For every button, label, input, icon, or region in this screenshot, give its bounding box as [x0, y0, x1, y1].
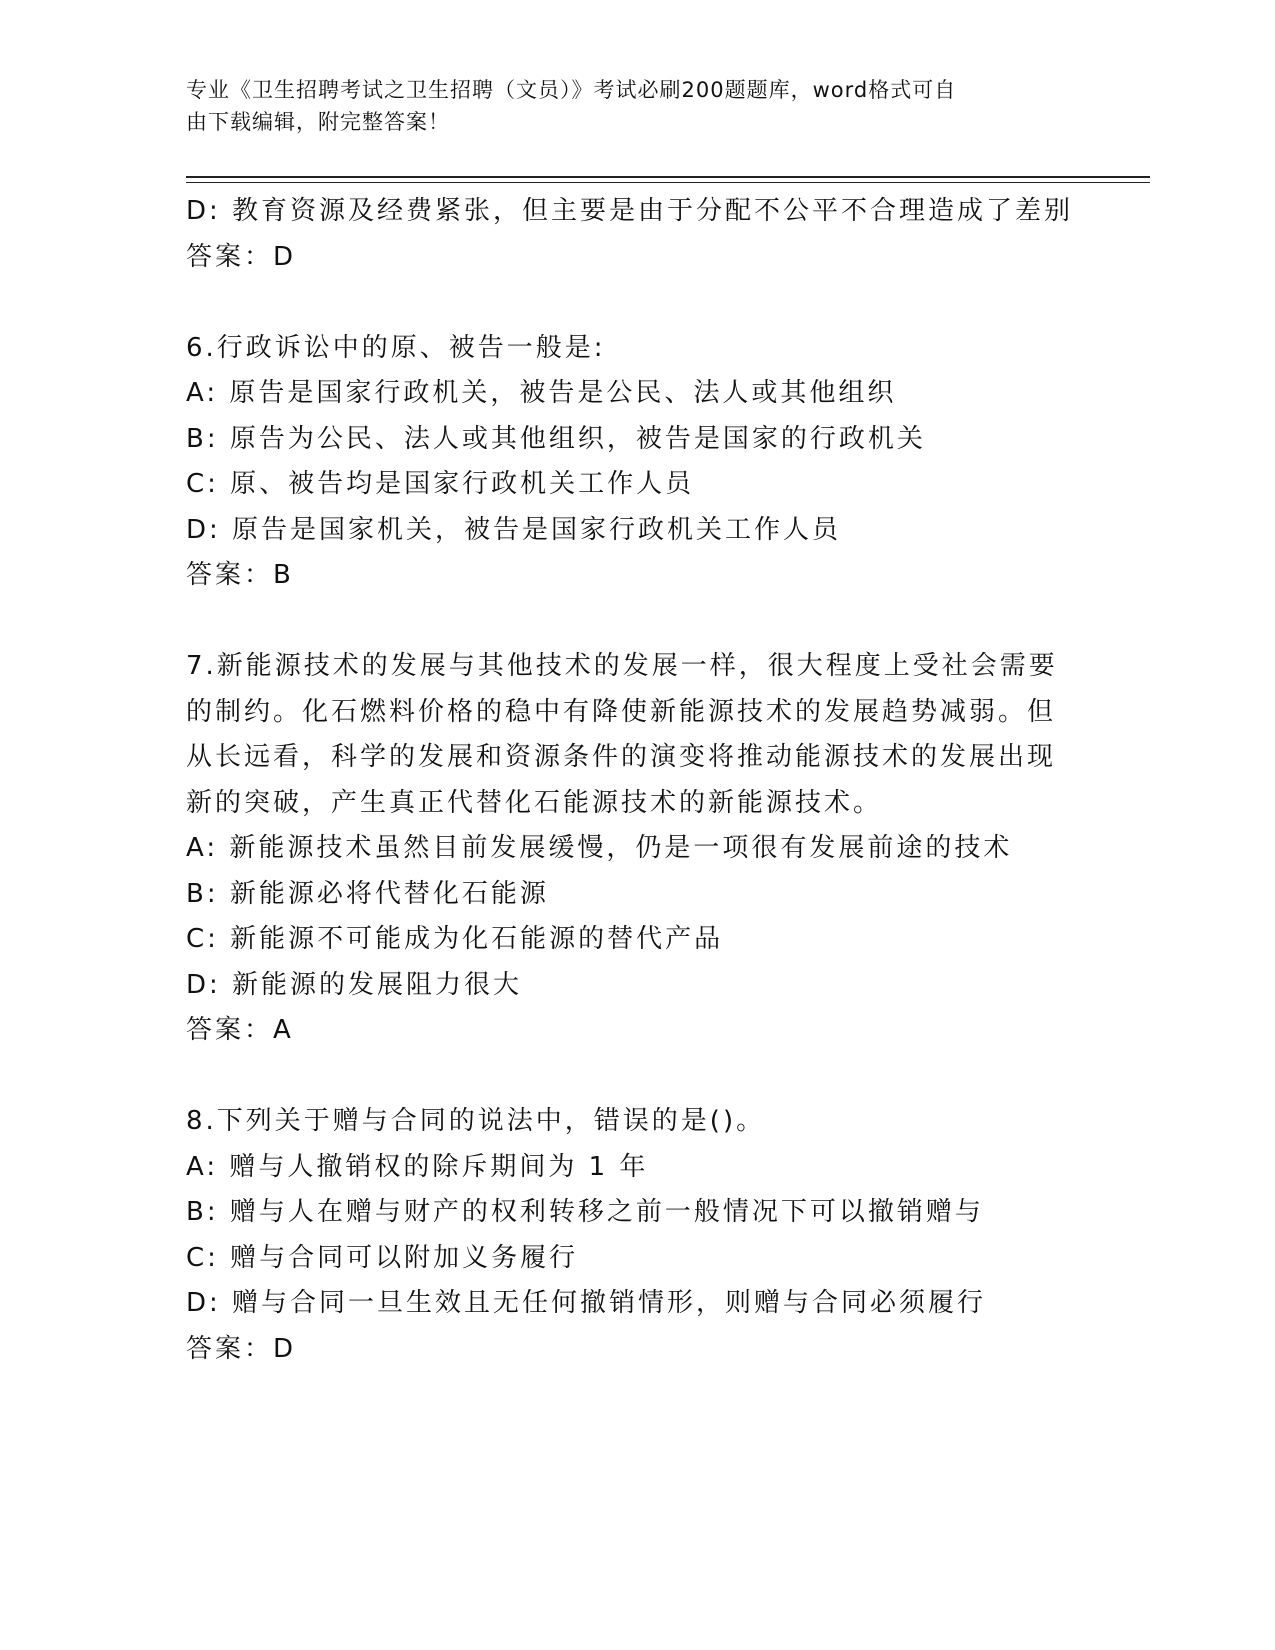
option-a: A: 新能源技术虽然目前发展缓慢，仍是一项很有发展前途的技术	[186, 833, 1013, 863]
question-list	[186, 189, 1116, 1372]
question-stem: 8.下列关于赠与合同的说法中，错误的是()。	[186, 1106, 766, 1136]
option-d: D: 赠与合同一旦生效且无任何撤销情形，则赠与合同必须履行	[186, 1288, 987, 1318]
answer-label: 答案：D	[186, 241, 297, 272]
document-header	[186, 74, 1066, 138]
answer-label: 答案：B	[186, 560, 294, 590]
option-d: D: 原告是国家机关，被告是国家行政机关工作人员	[186, 514, 842, 545]
header-line-2: 由下载编辑，附完整答案！	[186, 110, 450, 134]
spacer	[186, 280, 1116, 326]
header-divider-thin	[186, 182, 1150, 183]
question-stem-line-1: 7.新能源技术的发展与其他技术的发展一样，很大程度上受社会需要	[186, 651, 1058, 681]
question-5-tail	[186, 189, 1116, 280]
option-c: C: 原、被告均是国家行政机关工作人员	[186, 469, 695, 499]
question-stem-line-4: 新的突破，产生真正代替化石能源技术的新能源技术。	[186, 787, 883, 818]
spacer	[186, 599, 1116, 645]
option-b: B: 原告为公民、法人或其他组织，被告是国家的行政机关	[186, 423, 926, 454]
question-7	[186, 644, 1116, 1054]
answer-label: 答案：D	[186, 1333, 297, 1364]
question-stem: 6.行政诉讼中的原、被告一般是:	[186, 332, 606, 363]
option-b: B: 新能源必将代替化石能源	[186, 878, 549, 909]
header-divider-thick	[186, 176, 1150, 178]
option-d: D: 新能源的发展阻力很大	[186, 969, 523, 1000]
option-a: A: 原告是国家行政机关，被告是公民、法人或其他组织	[186, 378, 897, 408]
question-stem-line-3: 从长远看，科学的发展和资源条件的演变将推动能源技术的发展出现	[186, 742, 1057, 772]
option-d: D: 教育资源及经费紧张，但主要是由于分配不公平不合理造成了差别	[186, 196, 1074, 226]
spacer	[186, 1054, 1116, 1100]
question-8	[186, 1099, 1116, 1372]
option-a: A: 赠与人撤销权的除斥期间为 1 年	[186, 1151, 649, 1182]
option-c: C: 赠与合同可以附加义务履行	[186, 1242, 579, 1273]
question-stem-line-2: 的制约。化石燃料价格的稳中有降使新能源技术的发展趋势减弱。但	[186, 696, 1057, 727]
question-6	[186, 326, 1116, 599]
header-line-1: 专业《卫生招聘考试之卫生招聘（文员）》考试必刷200题题库，word格式可自	[186, 78, 957, 102]
answer-label: 答案：A	[186, 1015, 294, 1045]
option-c: C: 新能源不可能成为化石能源的替代产品	[186, 924, 724, 954]
option-b: B: 赠与人在赠与财产的权利转移之前一般情况下可以撤销赠与	[186, 1197, 984, 1227]
